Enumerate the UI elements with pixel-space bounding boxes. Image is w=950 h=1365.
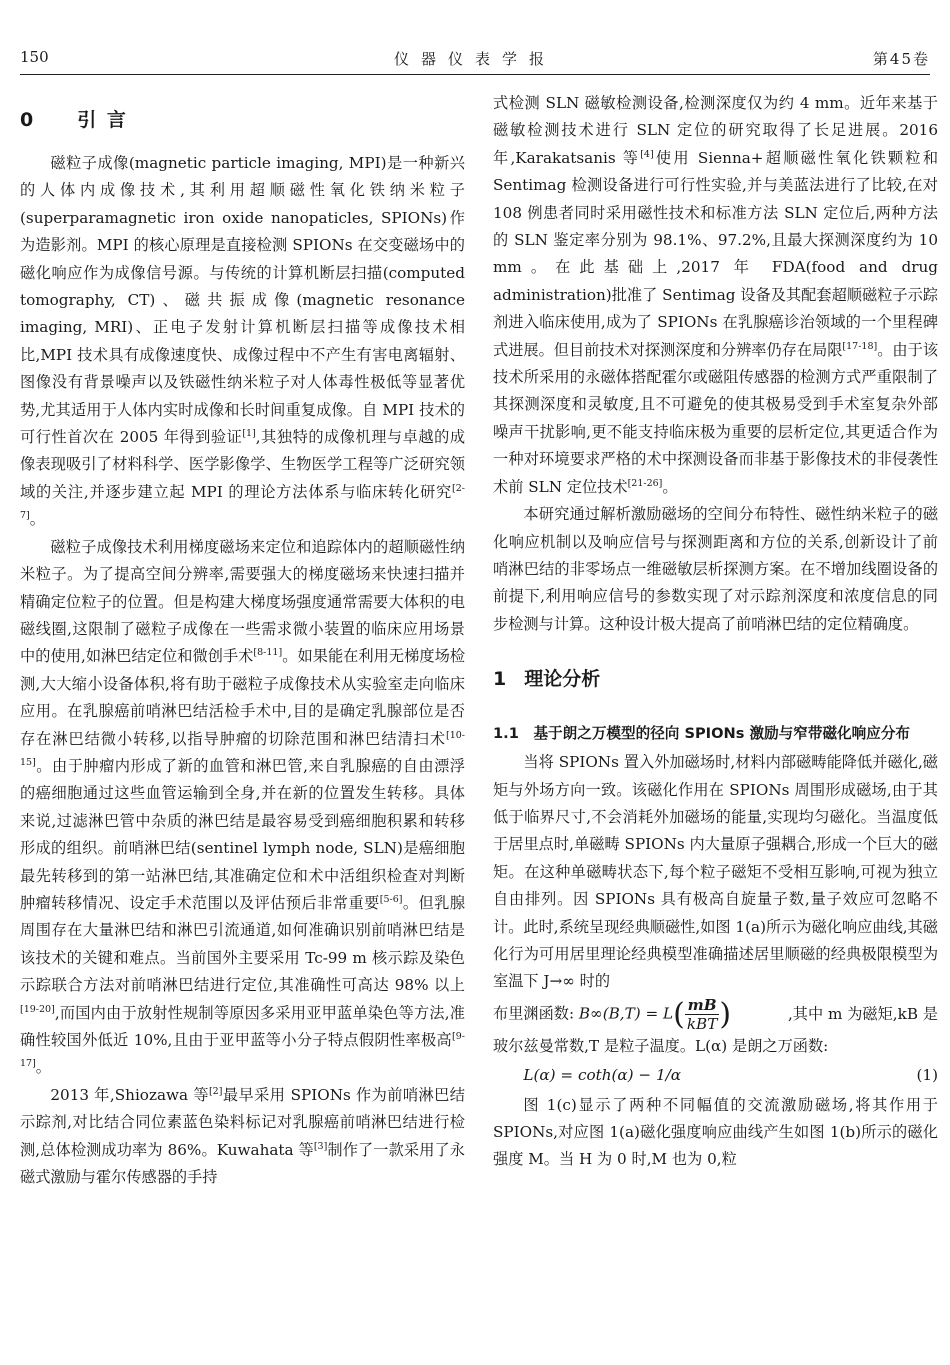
citation: [1]	[242, 428, 256, 439]
intro-paragraph-4: 本研究通过解析激励磁场的空间分布特性、磁性纳米粒子的磁化响应机制以及响应信号与探测距离和方位的关系,创新设计了前哨淋巴结的非零场点一维磁敏层析探测方案。在不增加线圈设备的前提下,利用响应信号的参数实现了对示踪剂深度和浓度信息的同步检测与计算。这种设计极大提高了前哨淋巴结的定位精确度。	[493, 505, 938, 633]
citation: [5-6]	[379, 893, 403, 905]
theory-paragraph-2: 玻尔兹曼常数,T 是粒子温度。L(α) 是朗之万函数:	[493, 1036, 829, 1055]
citation: [9-17]	[20, 1030, 465, 1070]
langevin-equation: L(α) = coth(α) − 1/α	[523, 1066, 682, 1085]
citation: [2-7]	[20, 482, 465, 522]
citation: [10-15]	[20, 729, 465, 768]
volume-label: 第45卷	[872, 50, 930, 68]
section-0-number: 0	[20, 109, 36, 131]
intro-paragraph-3-cont: 式检测 SLN 磁敏检测设备,检测深度仅为约 4 mm。近年来基于磁敏检测技术进行 SLN 定位的研究取得了长足进展。2016 年,Karakatsanis 等[4]使用 Sienna+超顺磁性氧化铁颗粒和 Sentimag 检测设备进行可行性实验,并与美蓝法进行了比较,在对 108 例患者同时采用磁性技术和标准方法 SLN 定位后,两种方法的 SLN 鉴定率分别为 98.1%、97.2%,且最大探测深度约为 10 mm。在此基础上,2017 年 FDA(food and drug administration)批准了 Sentimag 设备及其配套超顺磁粒子示踪剂进入临床使用,成为了 SPIONs 在乳腺癌诊治领域的一个里程碑式进展。但目前技术对探测深度和分辨率仍存在局限[17-18]。由于该技术所采用的永磁体搭配霍尔或磁阻传感器的检测方式严重限制了其探测深度和灵敏度,且不可避免的使其极易受到手术室复杂外部噪声干扰影响,更不能支持临床极为重要的层析定位,其更适合作为一种对环境要求严格的术中探测设备而非基于影像技术的非侵袭性术前 SLN 定位技术[21-26]。	[493, 94, 939, 496]
journal-name: 仪器仪表学报	[393, 50, 556, 68]
citation: [17-18]	[842, 340, 878, 352]
equation-1	[493, 1062, 938, 1089]
intro-paragraph-3: 2013 年,Shiozawa 等[2]最早采用 SPIONs 作为前哨淋巴结示踪剂,对比结合同位素蓝色染料标记对乳腺癌前哨淋巴结进行检测,总体检测成功率为 86%。Kuwahata 等[3]制作了一款采用了永磁式激励与霍尔传感器的手持	[20, 1085, 465, 1187]
citation: [19-20]	[20, 1003, 55, 1015]
subsection-1-1-heading: 1.1 基于朗之万模型的径向 SPIONs 激励与窄带磁化响应分布	[493, 725, 911, 743]
section-1-title: 理论分析	[524, 668, 601, 691]
citation: [4]	[640, 148, 654, 160]
citation: [8-11]	[253, 647, 283, 659]
theory-paragraph-3: 图 1(c)显示了两种不同幅值的交流激励磁场,将其作用于 SPIONs,对应图 1(a)磁化强度响应曲线产生如图 1(b)所示的磁化强度 M。当 H 为 0 时,M 也为 0,粒	[493, 1095, 938, 1169]
theory-paragraph-1: 当将 SPIONs 置入外加磁场时,材料内部磁畴能降低并磁化,磁矩与外场方向一致。该磁化作用在 SPIONs 周围形成磁场,由于其低于临界尺寸,不会消耗外加磁场的能量,实现均匀磁化。当温度低于居里点时,单磁畴 SPIONs 内大量原子强耦合,形成一个巨大的磁矩。在这种单磁畴状态下,每个粒子磁矩不受相互影响,可视为独立自由排列。因 SPIONs 具有极高自旋量子数,量子效应可忽略不计。此时,系统呈现经典顺磁性,如图 1(a)所示为磁化响应曲线,其磁化行为可用居里理论经典模型准确描述居里顺磁的经典极限模型为室温下 J→∞ 时的	[493, 753, 938, 991]
section-1-number: 1	[493, 668, 507, 691]
right-column	[493, 90, 938, 1174]
section-0-heading	[20, 90, 465, 150]
intro-paragraph-1: 磁粒子成像(magnetic particle imaging, MPI)是一种新兴的人体内成像技术,其利用超顺磁性氧化铁纳米粒子(superparamagnetic iron oxide nanopaticles, SPIONs)作为造影剂。MPI 的核心原理是直接检测 SPIONs 在交变磁场中的磁化响应作为成像信号源。与传统的计算机断层扫描(computed tomography, CT)、磁共振成像(magnetic resonance imaging, MRI)、正电子发射计算机断层扫描等成像技术相比,MPI 技术具有成像速度快、成像过程中不产生有害电离辐射、图像没有背景噪声以及铁磁性纳米粒子对人体毒性极低等显著优势,尤其适用于人体内实时成像和长时间重复成像。自 MPI 技术的可行性首次在 2005 年得到验证[1],其独特的成像机理与卓越的成像表现吸引了材料科学、医学影像学、生物医学工程等广泛研究领域的关注,并逐步建立起 MPI 的理论方法体系与临床转化研究[2-7]。	[20, 154, 466, 529]
citation: [21-26]	[627, 477, 663, 489]
section-0-title: 引 言	[77, 109, 128, 131]
section-1-heading	[493, 664, 938, 694]
citation: [3]	[313, 1140, 328, 1152]
formula-fraction: $\frac{mB}{\text{kBT}}$	[686, 995, 718, 1033]
intro-paragraph-2: 磁粒子成像技术利用梯度磁场来定位和追踪体内的超顺磁性纳米粒子。为了提高空间分辨率,需要强大的梯度磁场来快速扫描并精确定位粒子的位置。但是构建大梯度场强度通常需要大体积的电磁线圈,这限制了磁粒子成像在一些需求微小装置的临床应用场景中的使用,如淋巴结定位和微创手术[8-11]。如果能在利用无梯度场检测,大大缩小设备体积,将有助于磁粒子成像技术从实验室走向临床应用。在乳腺癌前哨淋巴结活检手术中,目的是确定乳腺部位是否存在淋巴结微小转移,以指导肿瘤的切除范围和淋巴结清扫术[10-15]。由于肿瘤内形成了新的血管和淋巴管,来自乳腺癌的自由漂浮的癌细胞通过这些血管运输到全身,并在新的位置发生转移。具体来说,过滤淋巴管中杂质的淋巴结是最容易受到癌细胞积累和转移形成的组织。前哨淋巴结(sentinel lymph node, SLN)是癌细胞最先转移到的第一站淋巴结,其准确定位和术中活组织检查对判断肿瘤转移情况、设定手术范围以及评估预后非常重要[5-6]。但乳腺周围存在大量淋巴结和淋巴引流通道,如何准确识别前哨淋巴结是该技术的关键和难点。当前国外主要采用 Tc-99 m 核示踪及染色示踪联合方法对前哨淋巴结进行定位,其准确性可高达 98% 以上[19-20],而国内由于放射性规制等原因多采用亚甲蓝单染色等方法,准确性较国外低近 10%,且由于亚甲蓝等小分子特点假阴性率极高[9-17]。	[20, 537, 466, 1077]
formula-lhs: B∞(B,T) = L	[578, 1004, 674, 1023]
page-number: 150	[20, 48, 49, 66]
citation: [2]	[208, 1085, 223, 1097]
left-column	[20, 90, 465, 1191]
brillouin-formula-line: 布里渊函数: B∞(B,T) = L( $\frac{mB}{\text{kBT}}$ ) ,其中 m 为磁矩,kB 是	[493, 995, 938, 1033]
header-rule	[20, 74, 930, 75]
equation-number: (1)	[916, 1066, 938, 1085]
running-header	[20, 48, 930, 70]
